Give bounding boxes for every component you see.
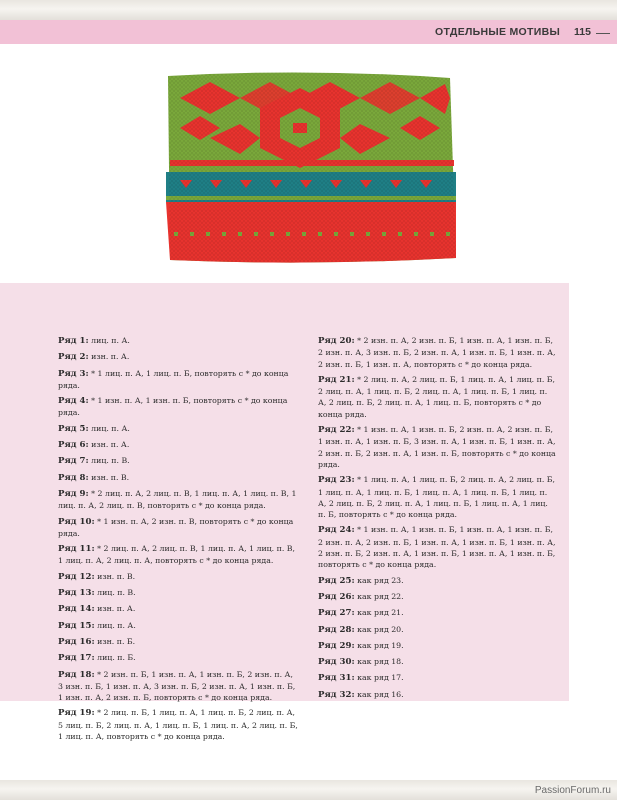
instructions-right-column [318,335,558,705]
row-instruction: Ряд 12: изн. п. В. [58,571,136,582]
row-instruction: Ряд 27: как ряд 21. [318,608,404,619]
row-instruction: Ряд 17: лиц. п. Б. [58,653,136,664]
row-instruction: Ряд 11: * 2 лиц. п. А, 2 лиц. п. В, 1 лиц. п. А, 1 лиц. п. В, 1 лиц. п. А, 2 лиц. п. А, повторять с * до конца ряда. [58,544,296,566]
row-instruction: Ряд 3: * 1 лиц. п. А, 1 лиц. п. Б, повторять с * до конца ряда. [58,368,289,390]
row-instruction: Ряд 24: * 1 изн. п. А, 1 изн. п. Б, 1 изн. п. А, 1 изн. п. Б, 2 изн. п. А, 2 изн. п. Б, 1 изн. п. А, 1 изн. п. Б, 1 изн. п. А, 2 изн. п. Б, 2 изн. п. А, 1 изн. п. Б, 1 изн. п. А, 1 изн. п. Б, повторять с * до конца ряда. [318,525,556,570]
row-instruction: Ряд 7: лиц. п. В. [58,456,130,467]
row-instruction: Ряд 25: как ряд 23. [318,575,404,586]
row-instruction: Ряд 13: лиц. п. В. [58,588,136,599]
section-title: ОТДЕЛЬНЫЕ МОТИВЫ [435,26,561,38]
wood-bottom-border [0,780,617,800]
row-instruction: Ряд 26: как ряд 22. [318,591,404,602]
row-instruction: Ряд 30: как ряд 18. [318,657,404,668]
row-instruction: Ряд 21: * 2 лиц. п. А, 2 лиц. п. Б, 1 лиц. п. А, 1 лиц. п. Б, 2 лиц. п. А, 1 лиц. п. Б, 2 лиц. п. А, 1 лиц. п. Б, 1 лиц. п. А, 2 лиц. п. Б, 2 лиц. п. А, 1 лиц. п. Б, повторять с * до конца ряда. [318,374,556,419]
row-instruction: Ряд 22: * 1 изн. п. А, 1 изн. п. Б, 2 изн. п. А, 2 изн. п. Б, 1 изн. п. А, 1 изн. п. Б, 3 изн. п. А, 1 изн. п. Б, 1 изн. п. А, 2 изн. п. Б, 2 изн. п. А, 1 изн. п. Б, повторять с * до конца ряда. [318,425,556,469]
instructions-panel [0,283,569,742]
page-header [0,20,617,44]
row-instruction: Ряд 2: изн. п. А. [58,352,130,363]
row-instruction: Ряд 23: * 1 лиц. п. А, 1 лиц. п. Б, 2 лиц. п. А, 2 лиц. п. Б, 1 лиц. п. А, 1 лиц. п. Б, 1 лиц. п. А, 1 лиц. п. Б, 1 лиц. п. А, 2 лиц. п. Б, 2 лиц. п. А, 1 лиц. п. Б, 1 лиц. п. А, 1 лиц. п. Б, повторять с * до конца ряда. [318,475,556,520]
row-instruction: Ряд 5: лиц. п. А. [58,423,130,434]
row-instruction: Ряд 8: изн. п. В. [58,472,130,483]
row-instruction: Ряд 29: как ряд 19. [318,640,404,651]
watermark-text: PassionForum.ru [534,785,611,796]
row-instruction: Ряд 18: * 2 изн. п. Б, 1 изн. п. А, 1 изн. п. Б, 2 изн. п. А, 3 изн. п. Б, 1 изн. п. А, 3 изн. п. Б, 2 изн. п. А, 1 изн. п. Б, 1 изн. п. А, 2 изн. п. Б, повторять с * до конца ряда. [58,669,296,703]
page-number: 115 [574,26,591,38]
row-instruction: Ряд 15: лиц. п. А. [58,620,136,631]
row-instruction: Ряд 19: * 2 лиц. п. Б, 1 лиц. п. А, 1 лиц. п. Б, 2 лиц. п. А, 5 лиц. п. Б, 2 лиц. п. А, 1 лиц. п. Б, 1 лиц. п. А, 2 лиц. п. Б, 1 лиц. п. А, повторять с * до конца ряда. [58,708,298,742]
instructions-left-column [58,335,298,746]
row-instruction: Ряд 6: изн. п. А. [58,440,130,451]
row-instruction: Ряд 16: изн. п. Б. [58,636,136,647]
row-instruction: Ряд 1: лиц. п. А. [58,336,130,346]
wood-top-border [0,0,617,20]
row-instruction: Ряд 14: изн. п. А. [58,604,136,615]
row-instruction: Ряд 9: * 2 лиц. п. А, 2 лиц. п. В, 1 лиц. п. А, 1 лиц. п. В, 1 лиц. п. А, 2 лиц. п. В, повторять с * до конца ряда. [58,488,297,511]
row-instruction: Ряд 4: * 1 изн. п. А, 1 изн. п. Б, повторять с * до конца ряда. [58,396,288,418]
row-instruction: Ряд 10: * 1 изн. п. А, 2 изн. п. В, повторять с * до конца ряда. [58,516,294,538]
row-instruction: Ряд 28: как ряд 20. [318,624,404,635]
row-instruction: Ряд 32: как ряд 16. [318,689,404,700]
knitted-swatch-image [160,68,458,266]
row-instruction: Ряд 20: * 2 изн. п. А, 2 изн. п. Б, 1 изн. п. А, 1 изн. п. Б, 2 изн. п. А, 3 изн. п. Б, 2 изн. п. А, 1 изн. п. Б, 1 изн. п. А, 2 изн. п. Б, 1 изн. п. А, повторять с * до конца ряда. [318,336,556,369]
row-instruction: Ряд 31: как ряд 17. [318,673,404,684]
